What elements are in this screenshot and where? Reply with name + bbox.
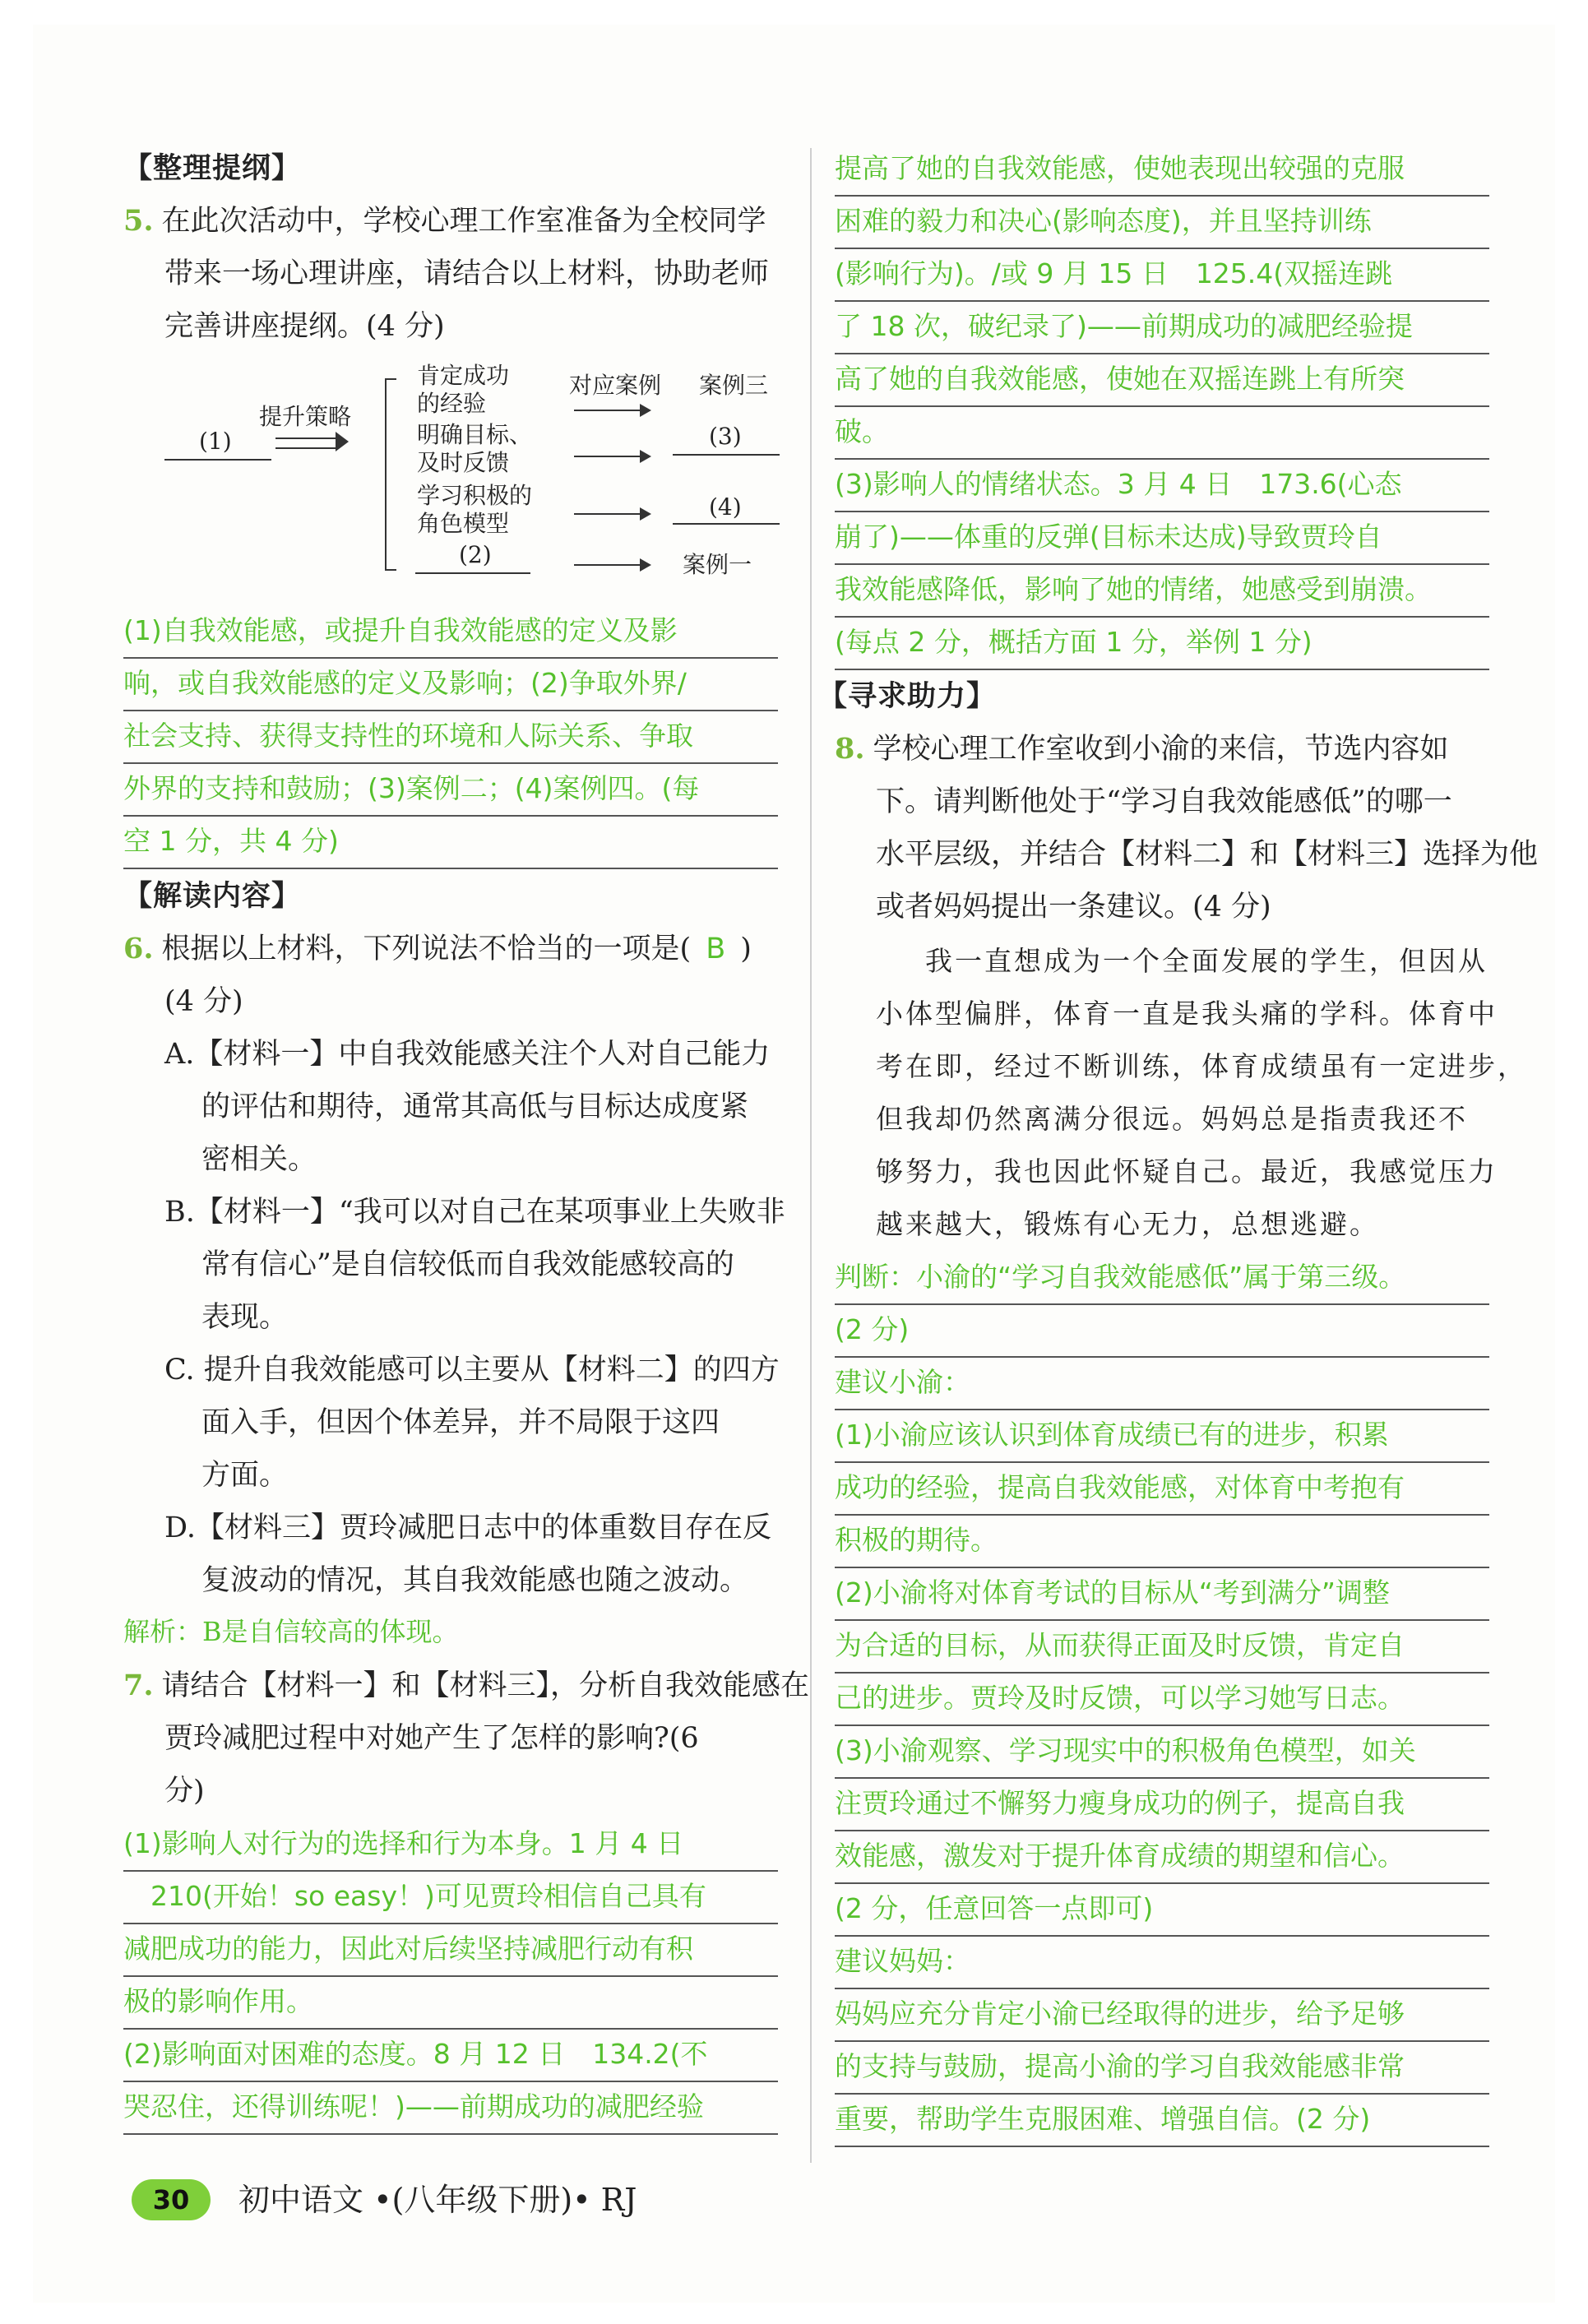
q7-answer-cont-4 [835, 300, 1489, 353]
question-8-text: 学校心理工作室收到小渝的来信，节选内容如 [873, 733, 1449, 766]
answer-text: (3)影响人的情绪状态。3 月 4 日 173.6(心态 [835, 458, 1489, 512]
answer-text: 空 1 分，共 4 分) [123, 815, 778, 869]
q8-answer-line-16 [835, 2040, 1489, 2093]
q7-answer-cont-6 [835, 405, 1489, 458]
question-6-number: 6. [123, 932, 154, 965]
answer-text: 为合适的目标，从而获得正面及时反馈，肯定自 [835, 1619, 1489, 1674]
diagram-case-1: 案例一 [683, 551, 752, 578]
diagram-blank-1: (1) [199, 428, 232, 455]
letter-line-1: 我一直想成为一个全面发展的学生，但因从 [925, 945, 1488, 977]
q7-answer-cont-5 [835, 353, 1489, 405]
diagram-item-3-line-1: 学习积极的 [417, 482, 533, 509]
question-7-text: 请结合【材料一】和【材料三】，分析自我效能感在 [161, 1669, 810, 1702]
q5-answer-line-5 [123, 815, 778, 868]
question-6-answer: B [706, 933, 726, 965]
answer-text: 成功的经验，提高自我效能感，对体育中考抱有 [835, 1461, 1489, 1516]
question-7-number: 7. [123, 1669, 154, 1702]
option-c-line-2: 面入手，但因个体差异，并不局限于这四 [201, 1406, 720, 1439]
question-6-points: (4 分) [164, 985, 243, 1018]
answer-text: 响，或自我效能感的定义及影响；(2)争取外界/ [123, 657, 778, 711]
q7-answer-line-1 [123, 1817, 778, 1870]
answer-text: 高了她的自我效能感，使她在双摇连跳上有所突 [835, 353, 1489, 407]
q8-answer-line-2 [835, 1303, 1489, 1356]
q8-answer-line-8 [835, 1619, 1489, 1672]
q8-answer-line-9 [835, 1672, 1489, 1724]
answer-text: (3)小渝观察、学习现实中的积极角色模型，如关 [835, 1724, 1489, 1779]
q8-answer-line-17 [835, 2093, 1489, 2146]
diagram-bracket [385, 378, 396, 571]
answer-text: (1)自我效能感，或提升自我效能感的定义及影 [123, 604, 778, 659]
q8-answer-line-1 [835, 1251, 1489, 1303]
q5-answer-line-2 [123, 657, 778, 710]
q7-answer-cont-1 [835, 142, 1489, 195]
answer-text: (影响行为)。/或 9 月 15 日 125.4(双摇连跳 [835, 248, 1489, 302]
option-a-line-1: A.【材料一】中自我效能感关注个人对自己能力 [164, 1038, 771, 1071]
answer-text: 判断：小渝的“学习自我效能感低”属于第三级。 [835, 1251, 1489, 1305]
outline-diagram [123, 354, 789, 600]
question-7-line-1 [123, 1660, 809, 1712]
question-6-text: 根据以上材料，下列说法不恰当的一项是( [161, 933, 692, 965]
diagram-strategy-label: 提升策略 [259, 403, 352, 430]
letter-line-3: 考在即，经过不断训练，体育成绩虽有一定进步， [876, 1050, 1527, 1082]
q7-answer-line-2 [123, 1870, 778, 1923]
diagram-item-1-line-1: 肯定成功 [417, 362, 510, 389]
q8-answer-line-10 [835, 1724, 1489, 1777]
answer-text: 效能感，激发对于提升体育成绩的期望和信心。 [835, 1830, 1489, 1884]
question-6-close-paren: ) [740, 933, 752, 965]
question-7-line-3: 分) [164, 1775, 205, 1808]
diagram-case-3: 案例三 [699, 372, 769, 399]
question-6-line-1 [123, 923, 752, 975]
answer-text: (2)小渝将对体育考试的目标从“考到满分”调整 [835, 1567, 1489, 1621]
answer-text: 210(开始！so easy！)可见贾玲相信自己具有 [123, 1870, 778, 1924]
diagram-double-arrow [275, 437, 337, 449]
answer-text: 妈妈应充分肯定小渝已经取得的进步，给予足够 [835, 1988, 1489, 2042]
book-title: 初中语文 •(八年级下册)• RJ [238, 2182, 637, 2218]
q5-answer-line-4 [123, 762, 778, 815]
answer-text: (1)小渝应该认识到体育成绩已有的进步，积累 [835, 1409, 1489, 1463]
diagram-arrow-4 [574, 564, 650, 566]
letter-line-6: 越来越大，锻炼有心无力，总想逃避。 [876, 1208, 1379, 1240]
q8-answer-line-4 [835, 1409, 1489, 1461]
answer-text: 注贾玲通过不懈努力瘦身成功的例子，提高自我 [835, 1777, 1489, 1831]
q5-answer-line-3 [123, 710, 778, 762]
answer-text: 我效能感降低，影响了她的情绪，她感受到崩溃。 [835, 563, 1489, 618]
q7-answer-line-6 [123, 2081, 778, 2133]
answer-text: 崩了)——体重的反弹(目标未达成)导致贾玲自 [835, 511, 1489, 565]
answer-text: 减肥成功的能力，因此对后续坚持减肥行动有积 [123, 1923, 778, 1977]
option-d-line-2: 复波动的情况，其自我效能感也随之波动。 [201, 1564, 749, 1597]
question-8-line-2: 下。请判断他处于“学习自我效能感低”的哪一 [876, 785, 1452, 818]
option-b-line-2: 常有信心”是自信较低而自我效能感较高的 [201, 1248, 734, 1281]
question-8-line-4: 或者妈妈提出一条建议。(4 分) [876, 891, 1271, 924]
answer-text: 己的进步。贾玲及时反馈，可以学习她写日志。 [835, 1672, 1489, 1726]
answer-text: (2 分) [835, 1303, 1489, 1358]
question-8-line-3: 水平层级，并结合【材料二】和【材料三】选择为他 [876, 838, 1539, 871]
diagram-corresponding-label: 对应案例 [569, 372, 662, 399]
option-a-line-3: 密相关。 [201, 1143, 317, 1176]
question-5-line-1 [123, 195, 766, 248]
option-d-line-1: D.【材料三】贾玲减肥日志中的体重数目存在反 [164, 1512, 771, 1544]
diagram-item-2-line-1: 明确目标、 [417, 421, 533, 448]
option-b-line-1: B.【材料一】“我可以对自己在某项事业上失败非 [164, 1196, 785, 1229]
q8-answer-line-14 [835, 1935, 1489, 1988]
question-5-text: 在此次活动中，学校心理工作室准备为全校同学 [161, 205, 766, 238]
question-5-number: 5. [123, 204, 154, 238]
question-5-line-2: 带来一场心理讲座，请结合以上材料，协助老师 [164, 257, 770, 290]
answer-text: (2 分，任意回答一点即可) [835, 1882, 1489, 1937]
page-number-badge: 30 [132, 2179, 211, 2220]
column-divider [810, 148, 812, 2163]
section-heading-outline: 【整理提纲】 [123, 151, 302, 185]
q7-answer-cont-7 [835, 458, 1489, 511]
answer-text: 极的影响作用。 [123, 1975, 778, 2030]
diagram-arrow-3 [574, 513, 650, 515]
q7-answer-cont-10 [835, 616, 1489, 669]
q7-answer-cont-3 [835, 248, 1489, 300]
letter-line-4: 但我却仍然离满分很远。妈妈总是指责我还不 [876, 1103, 1468, 1135]
q7-answer-cont-8 [835, 511, 1489, 563]
diagram-blank-3-underline [673, 454, 780, 456]
diagram-blank-4-underline [673, 523, 780, 525]
q8-answer-line-5 [835, 1461, 1489, 1514]
answer-text: 社会支持、获得支持性的环境和人际关系、争取 [123, 710, 778, 764]
section-heading-reading: 【解读内容】 [123, 879, 302, 913]
answer-text: 哭忍住，还得训练呢！)——前期成功的减肥经验 [123, 2081, 778, 2135]
question-6-analysis: 解析：B是自信较高的体现。 [123, 1616, 459, 1647]
question-5-line-3: 完善讲座提纲。(4 分) [164, 310, 445, 343]
q8-answer-line-6 [835, 1514, 1489, 1567]
option-a-line-2: 的评估和期待，通常其高低与目标达成度紧 [201, 1090, 749, 1123]
q8-answer-line-7 [835, 1567, 1489, 1619]
q8-answer-line-15 [835, 1988, 1489, 2040]
answer-text: 的支持与鼓励，提高小渝的学习自我效能感非常 [835, 2040, 1489, 2095]
q8-answer-line-3 [835, 1356, 1489, 1409]
answer-text: 破。 [835, 405, 1489, 460]
answer-text: (每点 2 分，概括方面 1 分，举例 1 分) [835, 616, 1489, 670]
q8-answer-line-12 [835, 1830, 1489, 1882]
diagram-blank-2-underline [415, 572, 530, 574]
question-8-number: 8. [835, 732, 865, 766]
letter-line-5: 够努力，我也因此怀疑自己。最近，我感觉压力 [876, 1155, 1498, 1187]
answer-text: 建议小渝： [835, 1356, 1489, 1410]
diagram-blank-2: (2) [459, 541, 492, 568]
answer-text: 外界的支持和鼓励；(3)案例二；(4)案例四。(每 [123, 762, 778, 817]
diagram-blank-3: (3) [709, 423, 742, 450]
answer-text: 重要，帮助学生克服困难、增强自信。(2 分) [835, 2093, 1489, 2147]
question-8-line-1 [835, 723, 1449, 775]
q7-answer-line-4 [123, 1975, 778, 2028]
option-b-line-3: 表现。 [201, 1301, 289, 1334]
diagram-arrow-1 [574, 410, 650, 411]
q8-answer-line-11 [835, 1777, 1489, 1830]
q7-answer-cont-9 [835, 563, 1489, 616]
q7-answer-line-5 [123, 2028, 778, 2081]
answer-text: 提高了她的自我效能感，使她表现出较强的克服 [835, 142, 1489, 197]
q8-answer-line-13 [835, 1882, 1489, 1935]
q5-answer-line-1 [123, 604, 778, 657]
letter-line-2: 小体型偏胖，体育一直是我头痛的学科。体育中 [876, 998, 1498, 1030]
answer-text: (1)影响人对行为的选择和行为本身。1 月 4 日 [123, 1817, 778, 1872]
diagram-item-1-line-2: 的经验 [417, 390, 487, 417]
diagram-blank-4: (4) [709, 493, 742, 521]
q7-answer-line-3 [123, 1923, 778, 1975]
section-heading-help: 【寻求助力】 [818, 679, 997, 713]
answer-text: 积极的期待。 [835, 1514, 1489, 1568]
option-c-line-1: C. 提升自我效能感可以主要从【材料二】的四方 [164, 1354, 780, 1387]
diagram-item-3-line-2: 角色模型 [417, 510, 510, 537]
answer-text: 困难的毅力和决心(影响态度)，并且坚持训练 [835, 195, 1489, 249]
diagram-arrow-2 [574, 456, 650, 457]
answer-text: (2)影响面对困难的态度。8 月 12 日 134.2(不 [123, 2028, 778, 2082]
question-7-line-2: 贾玲减肥过程中对她产生了怎样的影响?(6 [164, 1722, 699, 1755]
q7-answer-cont-2 [835, 195, 1489, 248]
diagram-blank-1-underline [164, 459, 271, 461]
diagram-item-2-line-2: 及时反馈 [417, 449, 510, 476]
answer-text: 建议妈妈： [835, 1935, 1489, 1989]
answer-text: 了 18 次，破纪录了)——前期成功的减肥经验提 [835, 300, 1489, 354]
option-c-line-3: 方面。 [201, 1459, 289, 1492]
